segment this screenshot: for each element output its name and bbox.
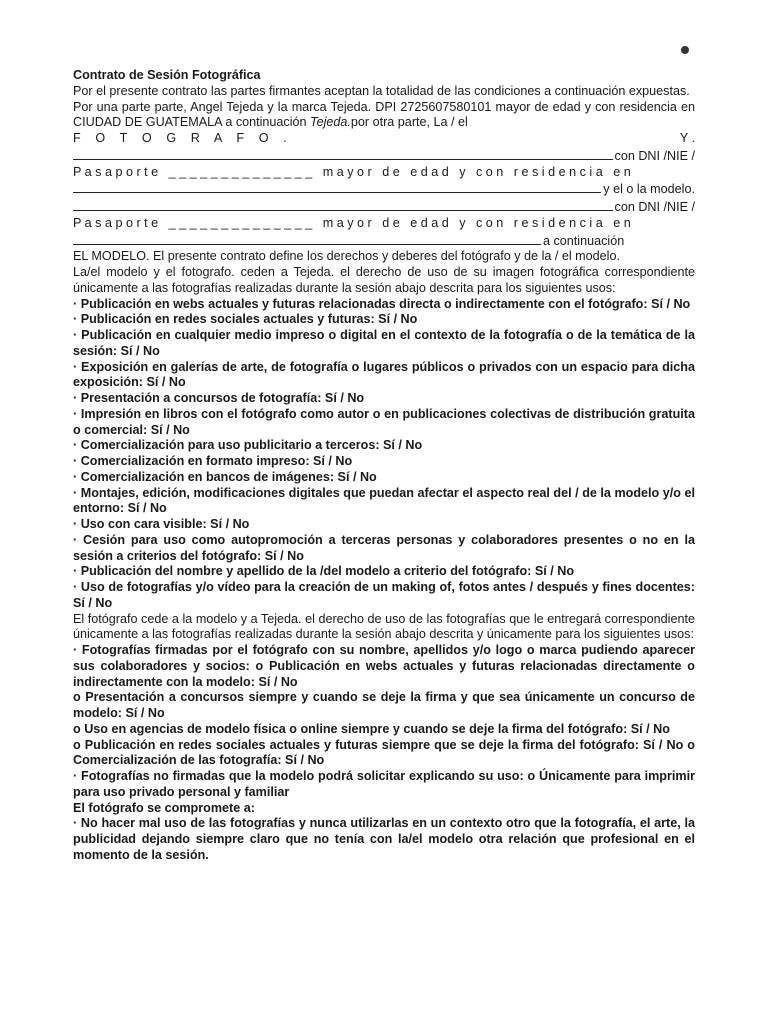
- page-marker-dot: [681, 46, 689, 54]
- compromiso-heading: El fotógrafo se compromete a:: [73, 800, 255, 815]
- uso-item: · Uso con cara visible: Sí / No: [73, 517, 250, 531]
- dni-label: con DNI /NIE /: [614, 148, 695, 163]
- usos-list: [73, 297, 695, 612]
- parte-uno-text-end: por otra parte, La / el: [350, 115, 468, 130]
- uso-modelo-item: o Presentación a concursos siempre y cuando se deje la firma y que sea únicamente un concurso de modelo: Sí / No: [73, 690, 695, 720]
- fotografo-name-line: [73, 147, 695, 165]
- residencia-blank-2[interactable]: [73, 232, 541, 245]
- uso-item: · Publicación en cualquier medio impreso o digital en el contexto de la fotografía o de la temática de la sesión: Sí / No: [73, 328, 695, 358]
- parte-uno-italic: Tejeda.: [310, 115, 351, 130]
- pasaporte-line-2: P a s a p o r t e _ _ _ _ _ _ _ _ _ _ _ _ _ _ m a y o r d e e d a d y c o n r e s i d e n c i a e n: [73, 215, 631, 230]
- modelo-name-line: [73, 198, 695, 216]
- dni-label-2: con DNI /NIE /: [614, 200, 695, 214]
- fotografo-y: Y .: [679, 131, 695, 145]
- fotografo-line: [73, 131, 695, 147]
- uso-item: · Publicación en webs actuales y futuras relacionadas directa o indirectamente con el fotógrafo: Sí / No: [73, 296, 691, 311]
- uso-item: · Presentación a concursos de fotografía: Sí / No: [73, 391, 365, 405]
- uso-item: · Publicación del nombre y apellido de la /del modelo a criterio del fotógrafo: Sí / No: [73, 564, 575, 579]
- uso-modelo-item: · Fotografías no firmadas que la modelo podrá solicitar explicando su uso: o Únicamente para imprimir para uso privado personal y familiar: [73, 769, 695, 799]
- uso-item: · Comercialización en bancos de imágenes: Sí / No: [73, 469, 377, 484]
- usos-modelo-list: [73, 643, 695, 864]
- contract-document: [73, 68, 695, 864]
- intro-paragraph: Por el presente contrato las partes firmantes aceptan la totalidad de las condiciones a continuación expuestas.: [73, 83, 690, 98]
- residencia-line-1: [73, 180, 695, 198]
- uso-item: · Impresión en libros con el fotógrafo como autor o en publicaciones colectivas de distribución gratuita o comercial: Sí / No: [73, 406, 695, 437]
- fotografo-name-blank[interactable]: [73, 147, 613, 160]
- uso-item: · Publicación en redes sociales actuales y futuras: Sí / No: [73, 312, 418, 327]
- uso-item: · Uso de fotografías y/o vídeo para la creación de un making of, fotos antes / después y fines docentes: Sí / No: [73, 580, 695, 610]
- parte-uno-text: Por una parte parte, Angel Tejeda y la marca Tejeda. DPI 2725607580101 mayor de edad y con residencia en CIUDAD DE GUATEMALA a continuación: [73, 99, 695, 130]
- uso-item: · Comercialización para uso publicitario a terceros: Sí / No: [73, 438, 423, 453]
- uso-modelo-item: o Publicación en redes sociales actuales y futuras siempre que se deje la firma del fotógrafo: Sí / No o Comercialización de las fotografía: Sí / No: [73, 737, 695, 768]
- cesion-intro-paragraph: La/el modelo y el fotografo. ceden a Tejeda. el derecho de uso de su imagen fotográfica correspondiente únicamente a las fotografías realizadas durante la sesión abajo descrita para los siguientes usos:: [73, 265, 695, 295]
- el-modelo-paragraph: EL MODELO. El presente contrato define los derechos y deberes del fotógrafo y de la / el modelo.: [73, 249, 620, 264]
- uso-item: · Montajes, edición, modificaciones digitales que puedan afectar el aspecto real del / de la modelo y/o el entorno: Sí / No: [73, 485, 695, 516]
- compromiso-item: · No hacer mal uso de las fotografías y nunca utilizarlas en un contexto otro que la fotografía, el arte, la publicidad dejando siempre claro que no tenía con la/el modelo otra relación que profesional en el momento de la sesión.: [73, 816, 695, 862]
- modelo-label: y el o la modelo.: [603, 182, 695, 197]
- fotografo-cede-paragraph: El fotógrafo cede a la modelo y a Tejeda. el derecho de uso de las fotografías que le entregará correspondiente únicamente a las fotografías realizadas durante la sesión abajo descrita y únicamente para los siguientes usos:: [73, 611, 695, 642]
- pasaporte-line-1: P a s a p o r t e _ _ _ _ _ _ _ _ _ _ _ _ _ _ m a y o r d e e d a d y c o n r e s i d e n c i a e n: [73, 164, 631, 179]
- continuacion-label: a continuación: [543, 233, 625, 248]
- uso-modelo-item: o Uso en agencias de modelo física o online siempre y cuando se deje la firma del fotógrafo: Sí / No: [73, 721, 670, 736]
- uso-item: · Comercialización en formato impreso: Sí / No: [73, 454, 353, 468]
- uso-item: · Exposición en galerías de arte, de fotografía o lugares públicos o privados con un espacio para dicha exposición: Sí / No: [73, 359, 695, 390]
- residencia-blank-1[interactable]: [73, 180, 601, 193]
- fotografo-label: F O T O G R A F O .: [73, 131, 293, 145]
- modelo-name-blank[interactable]: [73, 198, 613, 211]
- residencia-line-2: [73, 232, 695, 250]
- parte-uno-paragraph: [73, 100, 695, 132]
- uso-modelo-item: · Fotografías firmadas por el fotógrafo con su nombre, apellidos y/o logo o marca pudiendo aparecer sus colaboradores y socios: o Publicación en webs actuales y futuras relacionadas directamente o indirectamente con la modelo: Sí / No: [73, 643, 695, 689]
- uso-item: · Cesión para uso como autopromoción a terceras personas y colaboradores presentes o no en la sesión a criterios del fotógrafo: Sí / No: [73, 532, 695, 563]
- document-title: Contrato de Sesión Fotográfica: [73, 68, 261, 82]
